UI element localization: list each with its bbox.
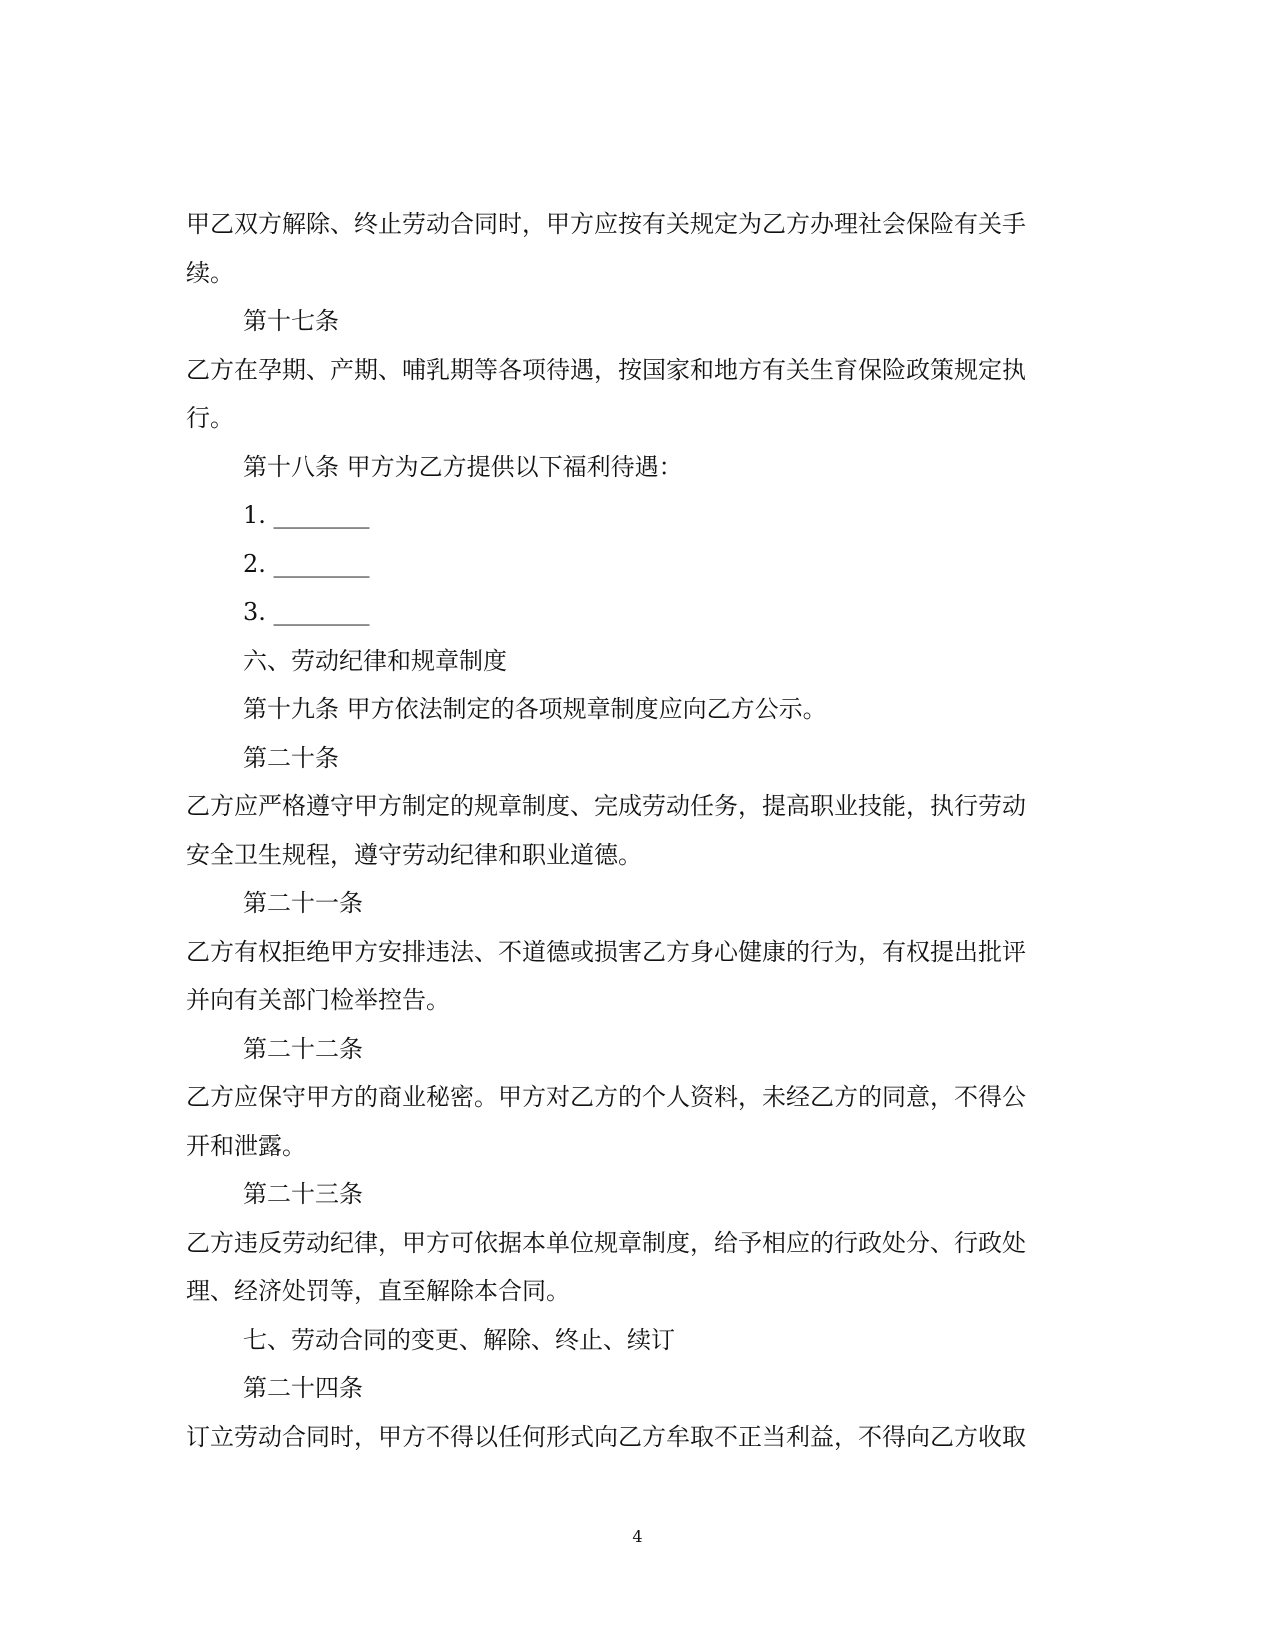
text-line: 乙方在孕期、产期、哺乳期等各项待遇，按国家和地方有关生育保险政策规定执 xyxy=(186,355,1026,384)
text-line: 第二十条 xyxy=(243,743,339,772)
text-line: 第十九条 甲方依法制定的各项规章制度应向乙方公示。 xyxy=(243,695,827,723)
text-line: 六、劳动纪律和规章制度 xyxy=(243,646,507,675)
text-line: 第二十一条 xyxy=(243,889,363,917)
text-line: 3. ________ xyxy=(243,598,370,626)
text-line: 乙方应严格遵守甲方制定的规章制度、完成劳动任务，提高职业技能，执行劳动 xyxy=(186,792,1026,820)
document-body xyxy=(186,200,1066,1461)
text-line: 第十八条 甲方为乙方提供以下福利待遇： xyxy=(243,452,683,481)
text-line: 行。 xyxy=(186,404,234,432)
text-line: 第十七条 xyxy=(243,307,339,335)
text-line: 乙方有权拒绝甲方安排违法、不道德或损害乙方身心健康的行为，有权提出批评 xyxy=(186,937,1026,966)
text-line: 第二十四条 xyxy=(243,1374,363,1402)
text-line: 乙方违反劳动纪律，甲方可依据本单位规章制度，给予相应的行政处分、行政处 xyxy=(186,1228,1026,1257)
text-line: 并向有关部门检举控告。 xyxy=(186,986,450,1014)
text-line: 开和泄露。 xyxy=(186,1131,306,1160)
page-number: 4 xyxy=(632,1527,643,1546)
text-line: 订立劳动合同时，甲方不得以任何形式向乙方牟取不正当利益，不得向乙方收取 xyxy=(186,1422,1026,1451)
text-line: 理、经济处罚等，直至解除本合同。 xyxy=(186,1277,570,1305)
text-line: 乙方应保守甲方的商业秘密。甲方对乙方的个人资料，未经乙方的同意，不得公 xyxy=(186,1083,1026,1111)
text-line: 七、劳动合同的变更、解除、终止、续订 xyxy=(243,1325,675,1354)
text-line: 2. ________ xyxy=(243,549,370,578)
text-line: 安全卫生规程，遵守劳动纪律和职业道德。 xyxy=(186,840,642,869)
text-line: 1. ________ xyxy=(243,501,370,529)
text-line: 第二十三条 xyxy=(243,1180,363,1208)
text-line: 甲乙双方解除、终止劳动合同时，甲方应按有关规定为乙方办理社会保险有关手 xyxy=(186,210,1026,238)
text-line: 第二十二条 xyxy=(243,1034,363,1063)
text-line: 续。 xyxy=(186,258,234,287)
